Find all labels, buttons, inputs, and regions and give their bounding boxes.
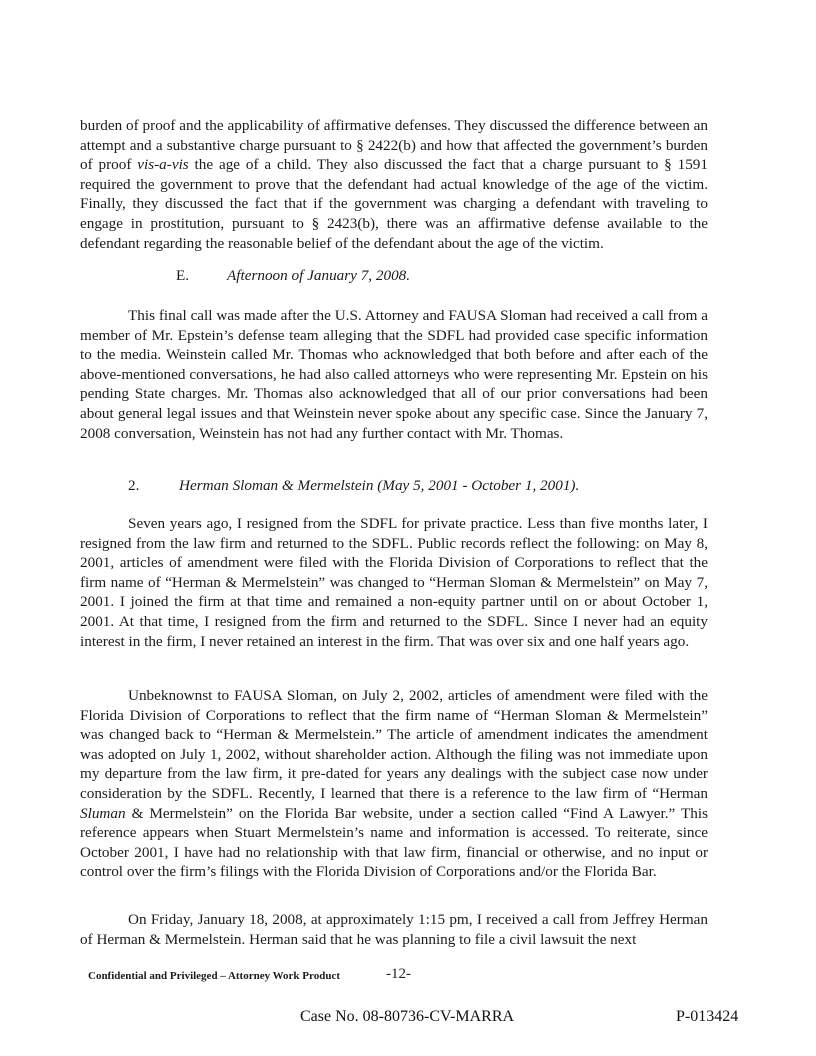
section-number: 2.: [128, 477, 140, 494]
paragraph-herman-call: On Friday, January 18, 2008, at approximately 1:15 pm, I received a call from Jeffrey Herman of Herman & Mermelstein. Herman said that he was planning to file a civil lawsuit the next: [80, 911, 708, 948]
paragraph-text: & Mermelstein” on the Florida Bar website, under a section called “Find A Lawyer.” This reference appears when Stuart Mermelstein’s name and information is accessed. To reiterate, since October 2001, I have had no relationship with that law firm, financial or otherwise, and no input or control over the firm’s filings with the Florida Division of Corporations and/or the Florida Bar.: [80, 804, 708, 881]
paragraph-text: Unbeknownst to FAUSA Sloman, on July 2, 2002, articles of amendment were filed with the Florida Division of Corporations to reflect that the firm name of “Herman Sloman & Mermelstein” was changed back to “Herman & Mermelstein.” The article of amendment indicates the amendment was adopted on July 1, 2002, without shareholder action. Although the filing was not immediate upon my departure from the law firm, it pre-dated for years any dealings with the subject case now under consideration by the SDFL. Recently, I learned that there is a reference to the law firm of “Herman: [80, 687, 708, 802]
bates-number-stamp: P-013424: [676, 1008, 739, 1025]
section-title: Herman Sloman & Mermelstein (May 5, 2001 - October 1, 2001).: [179, 477, 580, 494]
section-heading-2: [128, 476, 579, 496]
paragraph-resignation: Seven years ago, I resigned from the SDFL for private practice. Less than five months later, I resigned from the law firm and returned to the SDFL. Public records reflect the following: on May 8, 2001, articles of amendment were filed with the Florida Division of Corporations to reflect that the firm name of “Herman & Mermelstein” was changed to “Herman Sloman & Mermelstein” on May 7, 2001. I joined the firm at that time and remained a non-equity partner until on or about October 1, 2001. At that time, I resigned from the firm and returned to the SDFL. Since I never had an equity interest in the firm, I never retained an interest in the firm. That was over six and one half years ago.: [80, 515, 708, 650]
case-number-stamp: Case No. 08-80736-CV-MARRA: [300, 1008, 515, 1025]
section-number: E.: [176, 267, 190, 284]
italic-term: vis-a-vis: [137, 156, 189, 174]
paragraph-affirmative-defenses: [80, 116, 708, 253]
italic-term: Sluman: [80, 804, 126, 822]
paragraph-text: burden of proof and the applicability of affirmative defenses. They discussed the difference between an attempt and a substantive charge pursuant to § 2422(b) and how that affected the government’s burden of proof: [80, 117, 708, 174]
page-number: -12-: [386, 966, 411, 982]
paragraph-final-call: This final call was made after the U.S. Attorney and FAUSA Sloman had received a call from a member of Mr. Epstein’s defense team alleging that the SDFL had provided case specific information to the media. Weinstein called Mr. Thomas who acknowledged that both before and after each of the above-mentioned conversations, he had also called attorneys who were representing Mr. Epstein on his pending State charges. Mr. Thomas also acknowledged that all of our prior conversations had been about general legal issues and that Weinstein never spoke about any specific case. Since the January 7, 2008 conversation, Weinstein has not had any further contact with Mr. Thomas.: [80, 307, 708, 442]
confidential-notice: Confidential and Privileged – Attorney Work Product: [88, 970, 340, 982]
paragraph-articles-of-amendment: [80, 686, 708, 882]
paragraph-text: the age of a child. They also discussed the fact that a charge pursuant to § 1591 required the government to prove that the defendant had actual knowledge of the age of the victim. Finally, they discussed the fact that if the government was charging a defendant with traveling to engage in prostitution, pursuant to § 2423(b), there was an affirmative defense available to the defendant regarding the reasonable belief of the defendant about the age of the victim.: [80, 156, 708, 252]
section-title: Afternoon of January 7, 2008.: [227, 267, 411, 284]
section-heading-e: [176, 266, 410, 286]
